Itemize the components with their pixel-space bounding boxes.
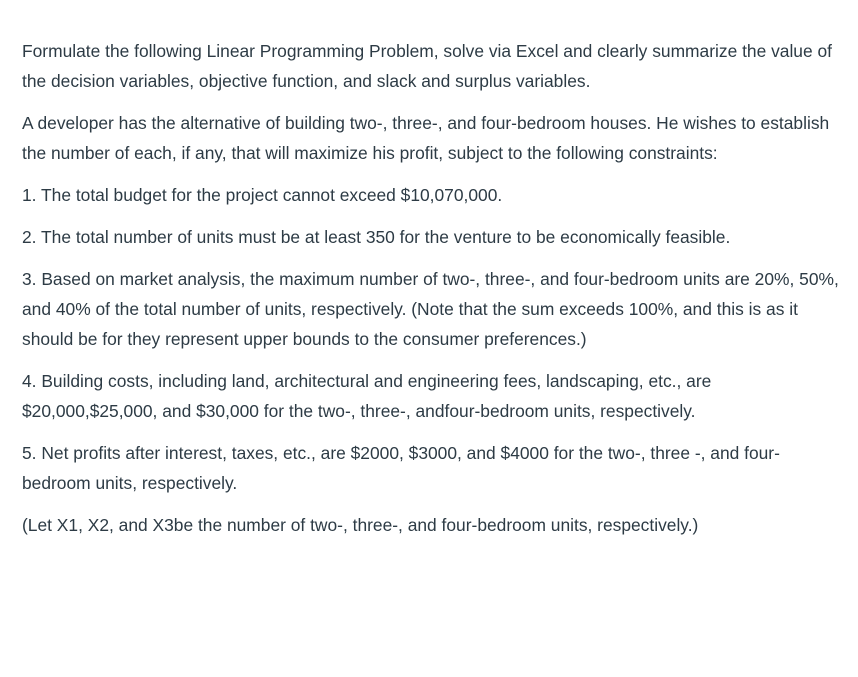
- constraint-5: 5. Net profits after interest, taxes, etc., are $2000, $3000, and $4000 for the two-, three -, and four-bedroom units, respectively.: [22, 443, 780, 493]
- scenario-paragraph: A developer has the alternative of building two-, three-, and four-bedroom houses. He wishes to establish the number of each, if any, that will maximize his profit, subject to the following constraints:: [22, 113, 830, 163]
- constraint-2: 2. The total number of units must be at least 350 for the venture to be economically feasible.: [22, 227, 731, 247]
- constraint-1: 1. The total budget for the project cannot exceed $10,070,000.: [22, 185, 503, 205]
- intro-paragraph: Formulate the following Linear Programming Problem, solve via Excel and clearly summarize the value of the decision variables, objective function, and slack and surplus variables.: [22, 41, 832, 91]
- constraint-4: 4. Building costs, including land, architectural and engineering fees, landscaping, etc., are $20,000,$25,000, and $30,000 for the two-, three-, andfour-bedroom units, respectively.: [22, 371, 712, 421]
- problem-statement: [22, 36, 848, 552]
- constraint-3: 3. Based on market analysis, the maximum number of two-, three-, and four-bedroom units are 20%, 50%, and 40% of the total number of units, respectively. (Note that the sum exceeds 100%, and this is as it should be for they represent upper bounds to the consumer preferences.): [22, 269, 839, 349]
- variable-note: (Let X1, X2, and X3be the number of two-, three-, and four-bedroom units, respectively.): [22, 515, 699, 535]
